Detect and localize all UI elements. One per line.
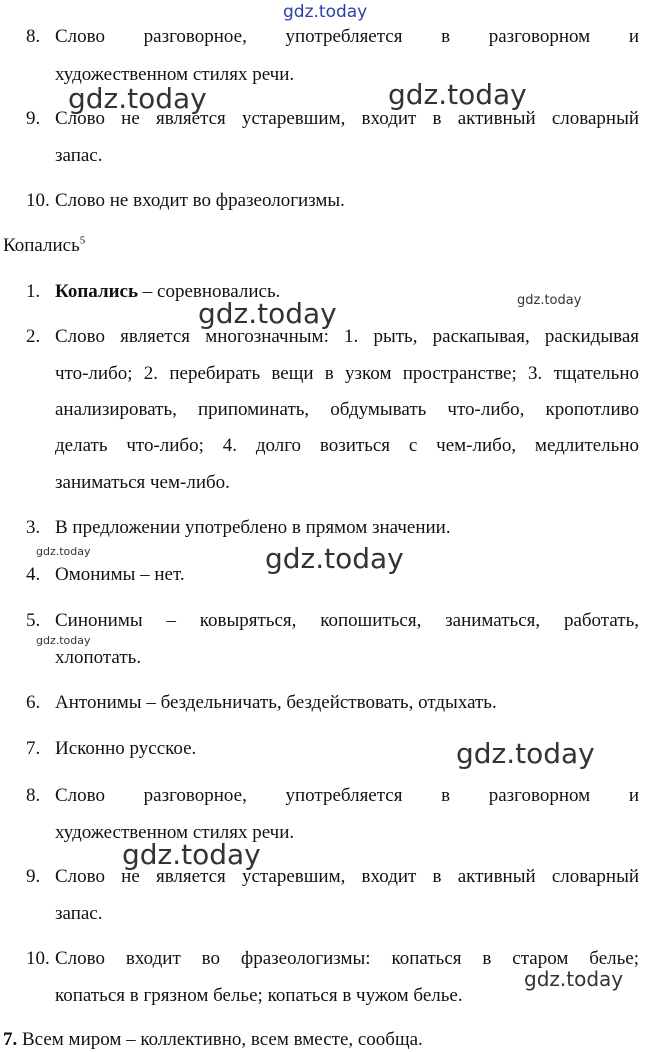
list-item-text: Слово разговорное, употребляется в разговорном и bbox=[55, 785, 639, 806]
list-item-text: делать что-либо; 4. долго возиться с чем-либо, медлительно bbox=[55, 435, 639, 456]
list-item-number: 5. bbox=[26, 610, 41, 631]
list-item-number: 7. bbox=[26, 738, 41, 759]
list-item-text: Слово не является устаревшим, входит в активный словарный bbox=[55, 108, 639, 129]
list-item-number: 3. bbox=[26, 517, 41, 538]
next-item-text: Всем миром – коллективно, всем вместе, сообща. bbox=[17, 1029, 423, 1050]
watermark: gdz.today bbox=[122, 838, 261, 871]
list-item-text: художественном стилях речи. bbox=[55, 822, 295, 843]
list-item-text: художественном стилях речи. bbox=[55, 64, 295, 85]
list-item-text: хлопотать. bbox=[55, 647, 142, 668]
list-item-text: Антонимы – бездельничать, бездействовать, отдыхать. bbox=[55, 692, 497, 713]
list-item-text: запас. bbox=[55, 903, 103, 924]
watermark: gdz.today bbox=[198, 297, 337, 330]
watermark: gdz.today bbox=[524, 967, 624, 991]
watermark: gdz.today bbox=[36, 634, 91, 647]
list-item-text: анализировать, припоминать, обдумывать что-либо, кропотливо bbox=[55, 399, 639, 420]
footnote-mark: 5 bbox=[79, 234, 86, 247]
list-item-number: 4. bbox=[26, 564, 41, 585]
list-item-number: 9. bbox=[26, 108, 41, 129]
watermark: gdz.today bbox=[265, 542, 404, 575]
list-item-number: 8. bbox=[26, 785, 41, 806]
list-item-number: 1. bbox=[26, 281, 41, 302]
watermark: gdz.today bbox=[456, 737, 595, 770]
watermark: gdz.today bbox=[517, 293, 582, 308]
word-heading-text: Копались bbox=[3, 235, 80, 256]
term-definition: – соревновались. bbox=[138, 281, 281, 302]
list-item-number: 9. bbox=[26, 866, 41, 887]
watermark-top: gdz.today bbox=[283, 2, 368, 22]
list-item-text: Слово не входит во фразеологизмы. bbox=[55, 190, 345, 211]
list-item-number: 10. bbox=[26, 948, 50, 969]
list-item-text: заниматься чем-либо. bbox=[55, 472, 230, 493]
list-item-text: Слово является многозначным: 1. рыть, раскапывая, раскидывая bbox=[55, 326, 639, 347]
list-item-number: 2. bbox=[26, 326, 41, 347]
list-item-text: Синонимы – ковыряться, копошиться, заниматься, работать, bbox=[55, 610, 639, 631]
watermark: gdz.today bbox=[68, 82, 207, 115]
term-bold: Копались bbox=[55, 281, 139, 302]
list-item-number: 6. bbox=[26, 692, 41, 713]
list-item-text: В предложении употреблено в прямом значении. bbox=[55, 517, 451, 538]
word-heading bbox=[3, 235, 85, 257]
list-item-text: Исконно русское. bbox=[55, 738, 197, 759]
list-item-text: копаться в грязном белье; копаться в чужом белье. bbox=[55, 985, 463, 1006]
list-item-text bbox=[55, 281, 280, 303]
list-item-text: запас. bbox=[55, 145, 103, 166]
list-item-text: что-либо; 2. перебирать вещи в узком пространстве; 3. тщательно bbox=[55, 363, 639, 384]
list-item-text: Омонимы – нет. bbox=[55, 564, 185, 585]
next-item-number: 7. bbox=[3, 1029, 18, 1050]
list-item-text: Слово входит во фразеологизмы: копаться в старом белье; bbox=[55, 948, 639, 969]
list-item-text: Слово не является устаревшим, входит в активный словарный bbox=[55, 866, 639, 887]
watermark: gdz.today bbox=[36, 545, 91, 558]
list-item-text: Слово разговорное, употребляется в разговорном и bbox=[55, 26, 639, 47]
watermark: gdz.today bbox=[388, 78, 527, 111]
list-item-number: 10. bbox=[26, 190, 50, 211]
list-item-number: 8. bbox=[26, 26, 41, 47]
next-item bbox=[3, 1029, 423, 1051]
